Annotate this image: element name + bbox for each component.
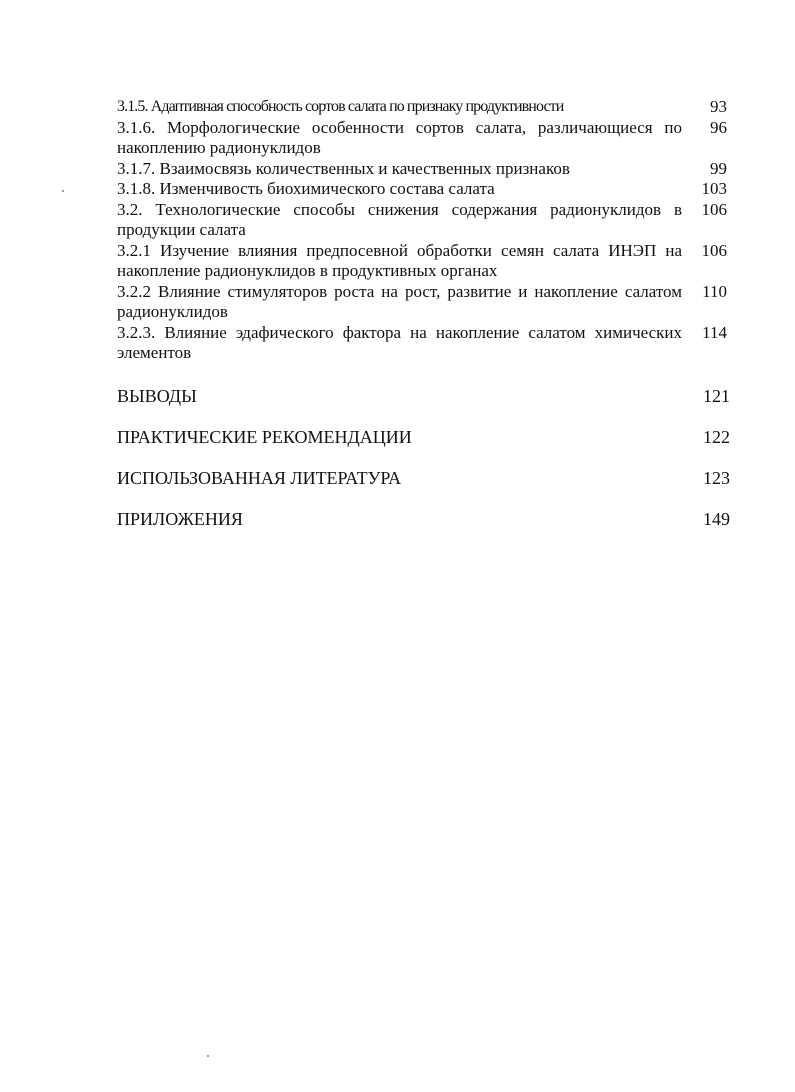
toc-entry-page: 110 <box>702 281 727 301</box>
toc-entry-title: 3.1.8. Изменчивость биохимического состава салата <box>117 179 495 198</box>
toc-entry-title: ПРИЛОЖЕНИЯ <box>117 508 243 529</box>
toc-entry-title: 3.2.2 Влияние стимуляторов роста на рост, развитие и накопление салатом радионуклидов <box>117 281 682 321</box>
toc-entry-title: ПРАКТИЧЕСКИЕ РЕКОМЕНДАЦИИ <box>117 426 412 447</box>
toc-entry-3-2-2 <box>117 282 733 323</box>
toc-entry-page: 122 <box>703 426 730 447</box>
scan-speck <box>62 190 64 192</box>
toc-entry-page: 93 <box>710 97 727 116</box>
toc-entry-page: 106 <box>701 240 727 260</box>
toc-entry-3-1-8 <box>117 179 733 200</box>
toc-entry-references <box>117 468 733 488</box>
toc-entry-3-2 <box>117 200 733 241</box>
toc-entry-page: 114 <box>702 322 727 342</box>
toc-entry-3-2-3 <box>117 323 733 364</box>
toc-entry-page: 149 <box>703 508 730 529</box>
toc-entry-3-1-6 <box>117 118 733 159</box>
toc-entry-conclusions <box>117 386 733 406</box>
toc-entry-title: 3.1.7. Взаимосвязь количественных и качественных признаков <box>117 158 570 178</box>
toc-entry-3-1-7 <box>117 159 733 180</box>
toc-entry-title: 3.1.5. Адаптивная способность сортов салата по признаку продуктивности <box>117 98 564 115</box>
toc-entry-title: ИСПОЛЬЗОВАННАЯ ЛИТЕРАТУРА <box>117 467 402 488</box>
toc-entry-page: 103 <box>701 179 727 198</box>
toc-entry-3-1-5 <box>117 97 733 118</box>
toc-entry-page: 123 <box>703 467 730 488</box>
table-of-contents <box>117 97 733 529</box>
toc-entry-title: 3.1.6. Морфологические особенности сортов салата, различающиеся по накоплению радионуклидов <box>117 117 682 157</box>
toc-entry-recommendations <box>117 427 733 447</box>
toc-entry-3-2-1 <box>117 241 733 282</box>
toc-entry-appendices <box>117 509 733 529</box>
toc-entry-page: 99 <box>710 158 727 178</box>
toc-entry-page: 106 <box>701 199 727 219</box>
toc-entry-title: 3.2.1 Изучение влияния предпосевной обработки семян салата ИНЭП на накопление радионуклидов в продуктивных органах <box>117 240 682 280</box>
scan-speck <box>207 1055 209 1057</box>
toc-entry-title: 3.2. Технологические способы снижения содержания радионуклидов в продукции салата <box>117 199 682 239</box>
toc-entry-page: 121 <box>703 385 730 406</box>
toc-entry-title: 3.2.3. Влияние эдафического фактора на накопление салатом химических элементов <box>117 322 682 362</box>
toc-entry-title: ВЫВОДЫ <box>117 385 197 406</box>
toc-entry-page: 96 <box>710 117 727 137</box>
